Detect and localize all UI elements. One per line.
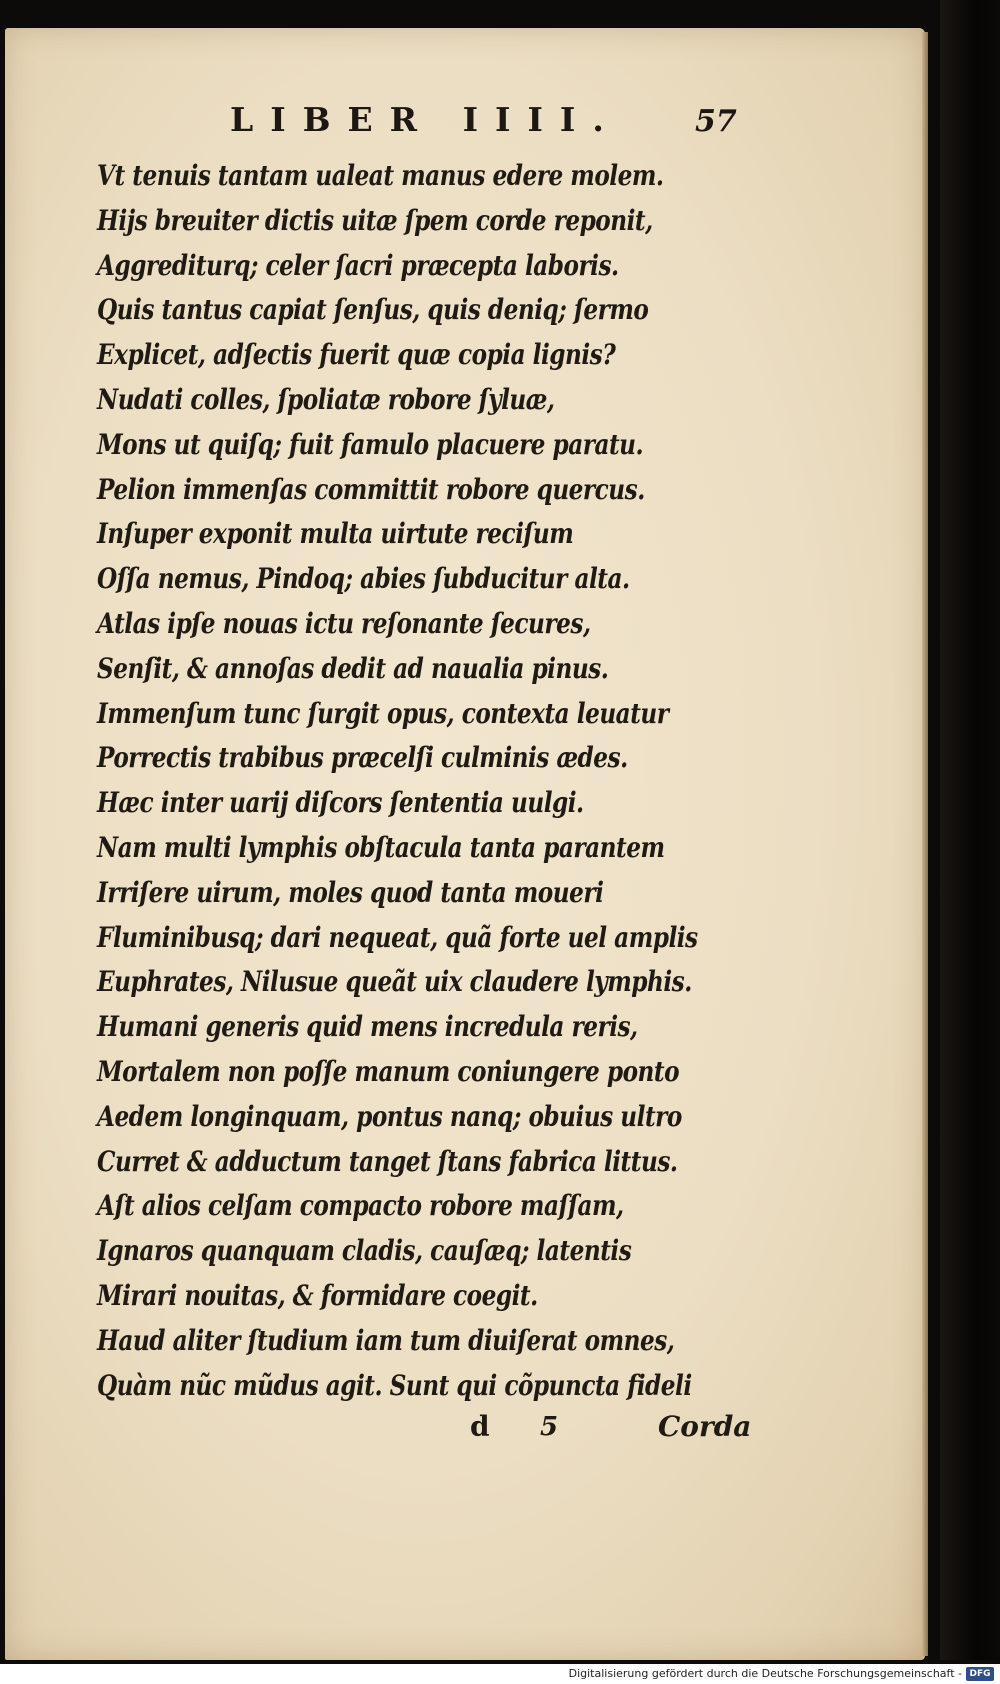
verse-line: Hijs breuiter dictis uitæ ſpem corde reponit, xyxy=(97,203,653,237)
verse-line: Quis tantus capiat ſenſus, quis deniq; ſermo xyxy=(97,293,649,327)
dfg-logo-icon: DFG xyxy=(966,1667,994,1681)
verse-line: Irriſere uirum, moles quod tanta moueri xyxy=(97,875,604,909)
verse-line: Humani generis quid mens incredula reris, xyxy=(97,1010,638,1044)
verse-line: Explicet, adſectis fuerit quæ copia lignis? xyxy=(97,338,616,372)
verse-text-block xyxy=(97,154,822,1408)
running-head: LIBER IIII. xyxy=(230,100,621,139)
verse-line: Oſſa nemus, Pindoq; abies ſubducitur alta. xyxy=(97,562,630,596)
verse-line: Atlas ipſe nouas ictu reſonante ſecures, xyxy=(97,606,591,640)
verse-line: Haud aliter ſtudium iam tum diuiſerat omnes, xyxy=(97,1323,675,1357)
verse-line: Curret & adductum tanget ſtans fabrica littus. xyxy=(97,1144,678,1178)
verse-line: Inſuper exponit multa uirtute reciſum xyxy=(97,517,574,551)
verse-line: Aſt alios celſam compacto robore maſſam, xyxy=(97,1189,624,1223)
verse-line: Porrectis trabibus præcelſi culminis ædes. xyxy=(97,741,628,775)
verse-line: Immenſum tunc ſurgit opus, contexta leuatur xyxy=(97,696,669,730)
book-binding-shadow xyxy=(940,0,1000,1660)
verse-line: Ignaros quanquam cladis, cauſæq; latentis xyxy=(97,1234,632,1268)
funding-credit: Digitalisierung gefördert durch die Deutsche Forschungsgemeinschaft - xyxy=(568,1667,962,1680)
page-number: 57 xyxy=(695,104,737,139)
signature-number: 5 xyxy=(540,1412,559,1442)
verse-line: Mirari nouitas, & formidare coegit. xyxy=(97,1278,538,1312)
catchword: Corda xyxy=(658,1410,752,1443)
signature-mark: d xyxy=(470,1410,490,1443)
verse-line: Hæc inter uarij diſcors ſententia uulgi. xyxy=(97,786,584,820)
verse-line: Senſit, & annoſas dedit ad naualia pinus. xyxy=(97,651,609,685)
verse-line: Mortalem non poſſe manum coniungere ponto xyxy=(97,1054,680,1088)
verse-line: Mons ut quiſq; fuit famulo placuere paratu. xyxy=(97,427,644,461)
page-edge xyxy=(922,32,928,1656)
verse-line: Vt tenuis tantam ualeat manus edere molem. xyxy=(97,159,664,192)
verse-line: Pelion immenſas committit robore quercus. xyxy=(97,472,645,506)
verse-line: Euphrates, Nilusue queãt uix claudere lymphis. xyxy=(97,965,692,999)
verse-line: Nam multi lymphis obſtacula tanta parantem xyxy=(97,830,665,864)
verse-line: Nudati colles, ſpoliatæ robore ſyluæ, xyxy=(97,382,555,416)
verse-line: Aggrediturq; celer ſacri præcepta laboris. xyxy=(97,248,619,282)
verse-line: Aedem longinquam, pontus nanq; obuius ultro xyxy=(97,1099,682,1133)
verse-line: Quàm nũc mũdus agit. Sunt qui cõpuncta fideli xyxy=(97,1368,692,1402)
verse-line: Fluminibusq; dari nequeat, quã forte uel amplis xyxy=(97,920,698,954)
